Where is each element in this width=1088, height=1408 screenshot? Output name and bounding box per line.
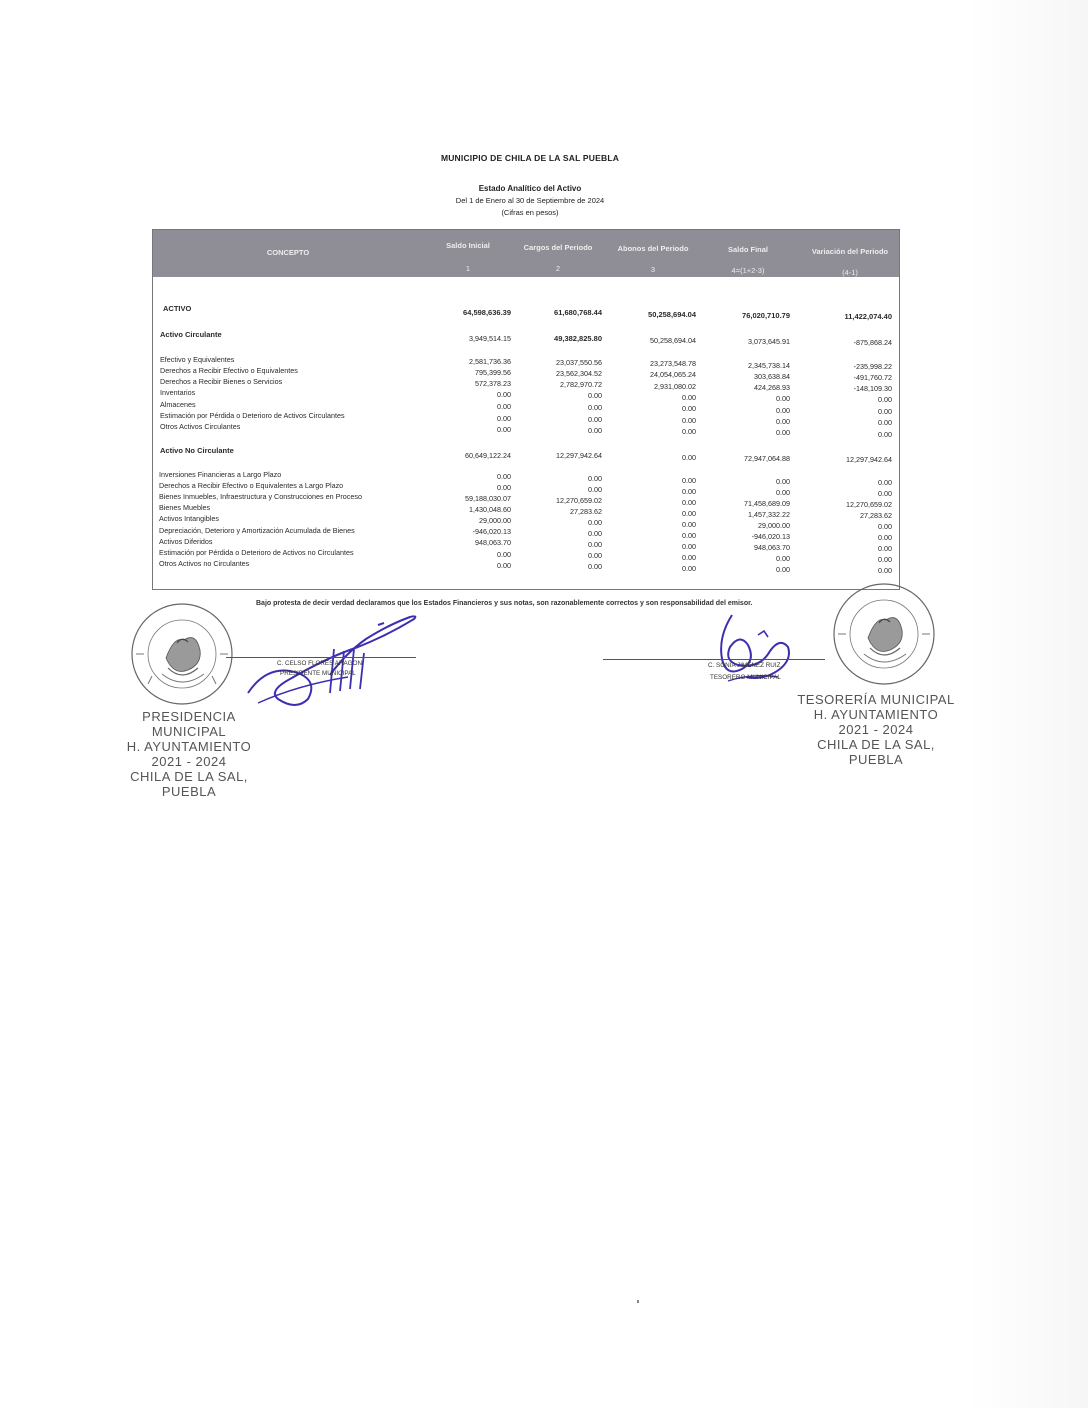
cell-final: 0.00 (776, 477, 790, 486)
col-header-charges: Cargos del Periodo (523, 243, 593, 252)
cell-variation: 11,422,074.40 (844, 312, 892, 321)
cell-charges: 49,382,825.80 (554, 334, 602, 343)
cell-credits: 50,258,694.04 (648, 310, 696, 319)
cell-charges: 12,297,942.64 (556, 451, 602, 460)
right-stamp-line: H. AYUNTAMIENTO (813, 707, 939, 722)
left-stamp-line: 2021 - 2024 (151, 754, 227, 769)
cell-final: 1,457,332.22 (748, 510, 790, 519)
cell-credits: 23,273,548.78 (650, 359, 696, 368)
row-label: Depreciación, Deterioro y Amortización Acumulada de Bienes (159, 526, 355, 535)
row-label: Bienes Inmuebles, Infraestructura y Construcciones en Proceso (159, 492, 362, 501)
cell-initial: 29,000.00 (479, 516, 511, 525)
col-sub-final-balance: 4=(1+2-3) (731, 266, 765, 275)
col-sub-period-variation: (4-1) (842, 268, 858, 277)
cell-charges: 61,680,768.44 (554, 308, 602, 317)
cell-variation: 0.00 (878, 430, 892, 439)
cell-charges: 0.00 (588, 403, 602, 412)
cell-charges: 23,562,304.52 (556, 369, 602, 378)
cell-initial: 948,063.70 (475, 538, 511, 547)
cell-initial: 0.00 (497, 390, 511, 399)
cell-initial: -946,020.13 (472, 527, 511, 536)
cell-initial: 60,649,122.24 (465, 451, 511, 460)
cell-initial: 3,949,514.15 (469, 334, 511, 343)
row-label: Activos Intangibles (159, 514, 219, 523)
cell-final: 0.00 (776, 394, 790, 403)
right-stamp-line: CHILA DE LA SAL, PUEBLA (817, 737, 935, 767)
col-sub-initial-balance: 1 (465, 264, 471, 273)
col-header-period-variation: Variación del Periodo (811, 247, 889, 256)
table-header (153, 230, 899, 277)
cell-charges: 12,270,659.02 (556, 496, 602, 505)
row-label: Inventarios (160, 388, 196, 397)
col-header-final-balance: Saldo Final (727, 245, 768, 254)
cell-variation: -235,998.22 (853, 362, 892, 371)
row-label: ACTIVO (163, 304, 192, 313)
cell-initial: 572,378.23 (475, 379, 511, 388)
cell-final: 3,073,645.91 (748, 337, 790, 346)
row-label: Otros Activos Circulantes (160, 422, 241, 431)
cell-charges: 0.00 (588, 415, 602, 424)
cell-credits: 0.00 (682, 404, 696, 413)
cell-charges: 0.00 (588, 391, 602, 400)
cell-initial: 0.00 (497, 550, 511, 559)
report-title: Estado Analítico del Activo (478, 184, 582, 193)
col-sub-credits: 3 (650, 265, 656, 274)
cell-initial: 0.00 (497, 561, 511, 570)
right-signer-role: TESORERO MUNICIPAL (710, 674, 781, 681)
cell-credits: 0.00 (682, 453, 696, 462)
cell-credits: 0.00 (682, 564, 696, 573)
cell-initial: 0.00 (497, 472, 511, 481)
cell-charges: 0.00 (588, 540, 602, 549)
cell-credits: 0.00 (682, 553, 696, 562)
cell-variation: 0.00 (878, 522, 892, 531)
cell-variation: 0.00 (878, 418, 892, 427)
cell-final: 303,638.84 (754, 372, 790, 381)
cell-credits: 0.00 (682, 393, 696, 402)
cell-initial: 64,598,636.39 (463, 308, 511, 317)
left-signer-name: C. CELSO FLORES ARAGON (277, 660, 363, 667)
cell-variation: 0.00 (878, 407, 892, 416)
row-label: Estimación por Pérdida o Deterioro de Activos no Circulantes (159, 548, 354, 557)
left-signature-scrawl (238, 603, 423, 715)
cell-credits: 24,054,065.24 (650, 370, 696, 379)
cell-final: 0.00 (776, 417, 790, 426)
cell-final: 29,000.00 (758, 521, 790, 530)
cell-credits: 0.00 (682, 520, 696, 529)
cell-credits: 0.00 (682, 487, 696, 496)
row-label: Inversiones Financieras a Largo Plazo (159, 470, 282, 479)
right-stamp-line: 2021 - 2024 (838, 722, 914, 737)
cell-credits: 0.00 (682, 542, 696, 551)
cell-charges: 23,037,550.56 (556, 358, 602, 367)
cell-credits: 0.00 (682, 509, 696, 518)
cell-final: 0.00 (776, 554, 790, 563)
right-stamp-block (790, 692, 962, 767)
cell-variation: 0.00 (878, 533, 892, 542)
col-header-concept: CONCEPTO (266, 248, 310, 257)
cell-final: 0.00 (776, 406, 790, 415)
page-edge-shade (968, 0, 1088, 1408)
left-stamp-block (104, 709, 274, 799)
row-label: Almacenes (160, 400, 196, 409)
cell-charges: 27,283.62 (570, 507, 602, 516)
cell-credits: 0.00 (682, 416, 696, 425)
cell-credits: 50,258,694.04 (650, 336, 696, 345)
cell-charges: 0.00 (588, 426, 602, 435)
cell-credits: 0.00 (682, 427, 696, 436)
cell-final: -946,020.13 (751, 532, 790, 541)
row-label: Efectivo y Equivalentes (160, 355, 235, 364)
table-body (153, 277, 899, 589)
cell-credits: 2,931,080.02 (654, 382, 696, 391)
left-stamp-line: CHILA DE LA SAL, PUEBLA (130, 769, 248, 799)
municipality-title: MUNICIPIO DE CHILA DE LA SAL PUEBLA (440, 153, 620, 163)
cell-variation: -875,868.24 (853, 338, 892, 347)
cell-charges: 0.00 (588, 551, 602, 560)
cell-charges: 0.00 (588, 562, 602, 571)
cell-variation: 0.00 (878, 395, 892, 404)
left-signature-line (226, 657, 416, 658)
cell-charges: 0.00 (588, 529, 602, 538)
cell-initial: 0.00 (497, 483, 511, 492)
report-period: Del 1 de Enero al 30 de Septiembre de 2024 (455, 196, 605, 205)
cell-charges: 2,782,970.72 (560, 380, 602, 389)
cell-variation: 12,270,659.02 (846, 500, 892, 509)
cell-credits: 0.00 (682, 498, 696, 507)
cell-charges: 0.00 (588, 518, 602, 527)
cell-initial: 59,188,030.07 (465, 494, 511, 503)
col-header-credits: Abonos del Periodo (617, 244, 689, 253)
cell-final: 2,345,738.14 (748, 361, 790, 370)
cell-charges: 0.00 (588, 474, 602, 483)
row-label: Derechos a Recibir Efectivo o Equivalentes a Largo Plazo (159, 481, 344, 490)
cell-variation: 0.00 (878, 478, 892, 487)
row-label: Estimación por Pérdida o Deterioro de Activos Circulantes (160, 411, 345, 420)
cell-initial: 0.00 (497, 414, 511, 423)
cell-final: 0.00 (776, 565, 790, 574)
cell-variation: -491,760.72 (853, 373, 892, 382)
cell-initial: 1,430,048.60 (469, 505, 511, 514)
right-stamp-line: TESORERÍA MUNICIPAL (797, 692, 955, 707)
cell-variation: 0.00 (878, 544, 892, 553)
col-sub-charges: 2 (555, 264, 561, 273)
right-signature-line (603, 659, 825, 660)
cell-final: 0.00 (776, 488, 790, 497)
left-stamp-line: H. AYUNTAMIENTO (126, 739, 252, 754)
right-coat-of-arms-seal (822, 578, 944, 688)
cell-variation: 12,297,942.64 (846, 455, 892, 464)
cell-charges: 0.00 (588, 485, 602, 494)
cell-variation: -148,109.30 (853, 384, 892, 393)
cell-initial: 0.00 (497, 402, 511, 411)
scan-speck (637, 1300, 639, 1303)
cell-credits: 0.00 (682, 531, 696, 540)
row-label: Bienes Muebles (159, 503, 211, 512)
cell-variation: 0.00 (878, 489, 892, 498)
asset-analysis-table (152, 229, 900, 590)
cell-initial: 0.00 (497, 425, 511, 434)
right-signer-name: C. SONIA JIMENEZ RUIZ (708, 662, 781, 669)
cell-final: 948,063.70 (754, 543, 790, 552)
cell-initial: 2,581,736.36 (469, 357, 511, 366)
col-header-initial-balance: Saldo Inicial (446, 241, 490, 250)
report-units: (Cifras en pesos) (501, 208, 559, 217)
cell-final: 71,458,689.09 (744, 499, 790, 508)
row-label: Derechos a Recibir Efectivo o Equivalentes (160, 366, 298, 375)
cell-variation: 27,283.62 (860, 511, 892, 520)
left-signer-role: PRESIDENTE MUNICIPAL (280, 670, 356, 677)
row-label: Otros Activos no Circulantes (159, 559, 250, 568)
cell-initial: 795,399.56 (475, 368, 511, 377)
row-label: Activo Circulante (160, 330, 222, 339)
row-label: Activos Diferidos (159, 537, 213, 546)
cell-variation: 0.00 (878, 555, 892, 564)
cell-credits: 0.00 (682, 476, 696, 485)
cell-variation: 0.00 (878, 566, 892, 575)
cell-final: 0.00 (776, 428, 790, 437)
declaration-text: Bajo protesta de decir verdad declaramos que los Estados Financieros y sus notas, son razonablemente correctos y son responsabilidad del emisor. (256, 600, 753, 607)
row-label: Activo No Circulante (160, 446, 234, 455)
cell-final: 424,268.93 (754, 383, 790, 392)
left-stamp-line: PRESIDENCIA MUNICIPAL (142, 709, 236, 739)
row-label: Derechos a Recibir Bienes o Servicios (160, 377, 283, 386)
cell-final: 72,947,064.88 (744, 454, 790, 463)
left-coat-of-arms-seal (122, 598, 244, 710)
cell-final: 76,020,710.79 (742, 311, 790, 320)
